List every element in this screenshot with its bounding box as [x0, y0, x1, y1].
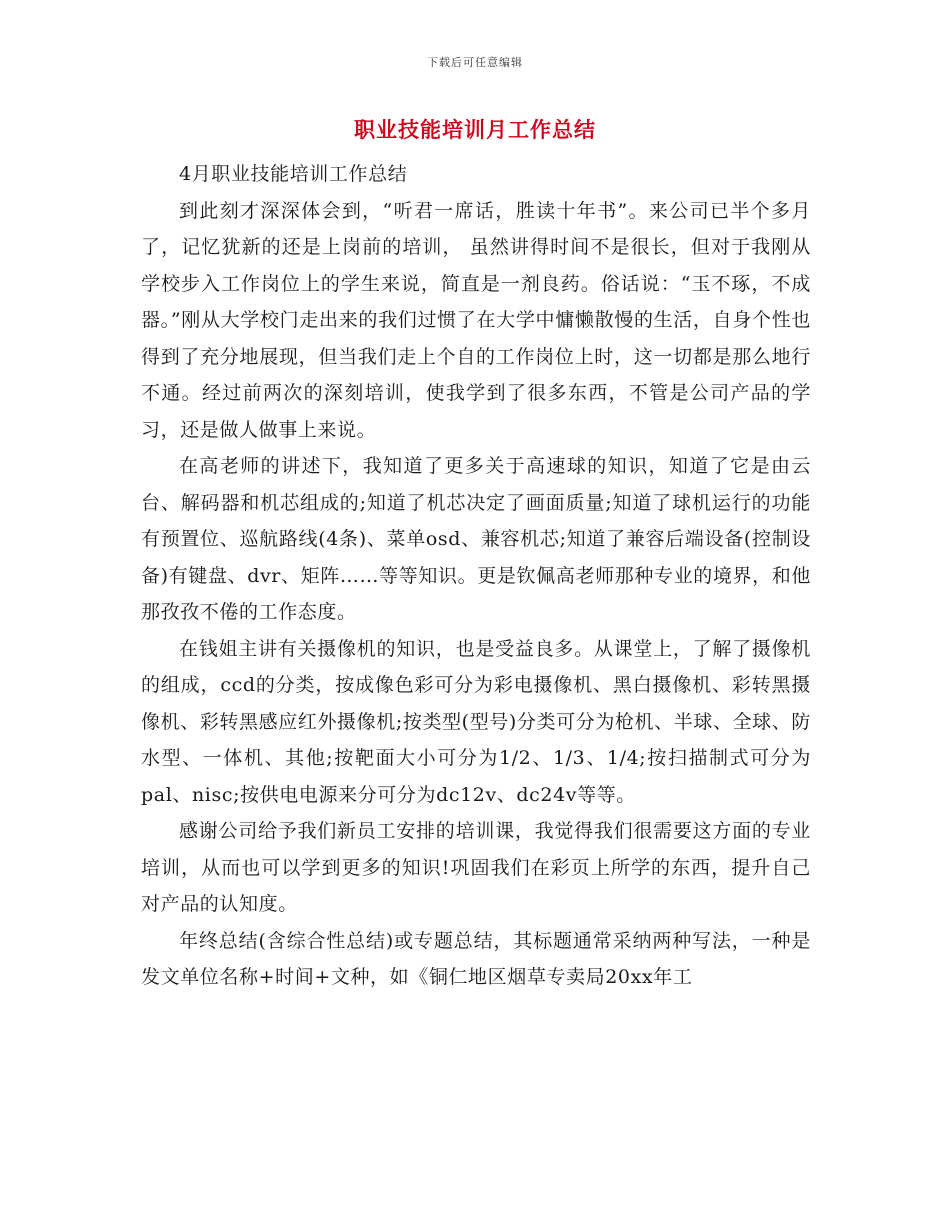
document-body [141, 156, 811, 996]
paragraph-intro: 到此刻才深深体会到，“听君一席话，胜读十年书”。来公司已半个多月了，记忆犹新的还是上岗前的培训， 虽然讲得时间不是很长，但对于我刚从学校步入工作岗位上的学生来说，简直是一剂良药。俗话说：“玉不琢，不成器。”刚从大学校门走出来的我们过惯了在大学中慵懒散慢的生活，自身个性也得到了充分地展现，但当我们走上个自的工作岗位上时，这一切都是那么地行不通。经过前两次的深刻培训，使我学到了很多东西，不管是公司产品的学习，还是做人做事上来说。 [141, 199, 811, 441]
header-note: 下载后可任意编辑 [427, 56, 523, 69]
document-title: 职业技能培训月工作总结 [354, 117, 596, 142]
subtitle-paragraph: 4月职业技能培训工作总结 [179, 163, 408, 185]
paragraph-speed-dome: 在高老师的讲述下，我知道了更多关于高速球的知识，知道了它是由云台、解码器和机芯组成的;知道了机芯决定了画面质量;知道了球机运行的功能有预置位、巡航路线(4条)、菜单osd、兼容机芯;知道了兼容后端设备(控制设备)有键盘、dvr、矩阵……等等知识。更是钦佩高老师那种专业的境界，和他那孜孜不倦的工作态度。 [141, 455, 811, 623]
paragraph-summary-title: 年终总结(含综合性总结)或专题总结，其标题通常采纳两种写法，一种是发文单位名称+时间+文种，如《铜仁地区烟草专卖局20xx年工 [141, 929, 811, 988]
paragraph-camera: 在钱姐主讲有关摄像机的知识，也是受益良多。从课堂上，了解了摄像机的组成，ccd的分类，按成像色彩可分为彩电摄像机、黑白摄像机、彩转黑摄像机、彩转黑感应红外摄像机;按类型(型号)分类可分为枪机、半球、全球、防水型、一体机、其他;按靶面大小可分为1/2、1/3、1/4;按扫描制式可分为pal、nisc;按供电电源来分可分为dc12v、dc24v等等。 [141, 637, 811, 806]
paragraph-thanks: 感谢公司给予我们新员工安排的培训课，我觉得我们很需要这方面的专业培训，从而也可以学到更多的知识!巩固我们在彩页上所学的东西，提升自己对产品的认知度。 [141, 820, 811, 915]
